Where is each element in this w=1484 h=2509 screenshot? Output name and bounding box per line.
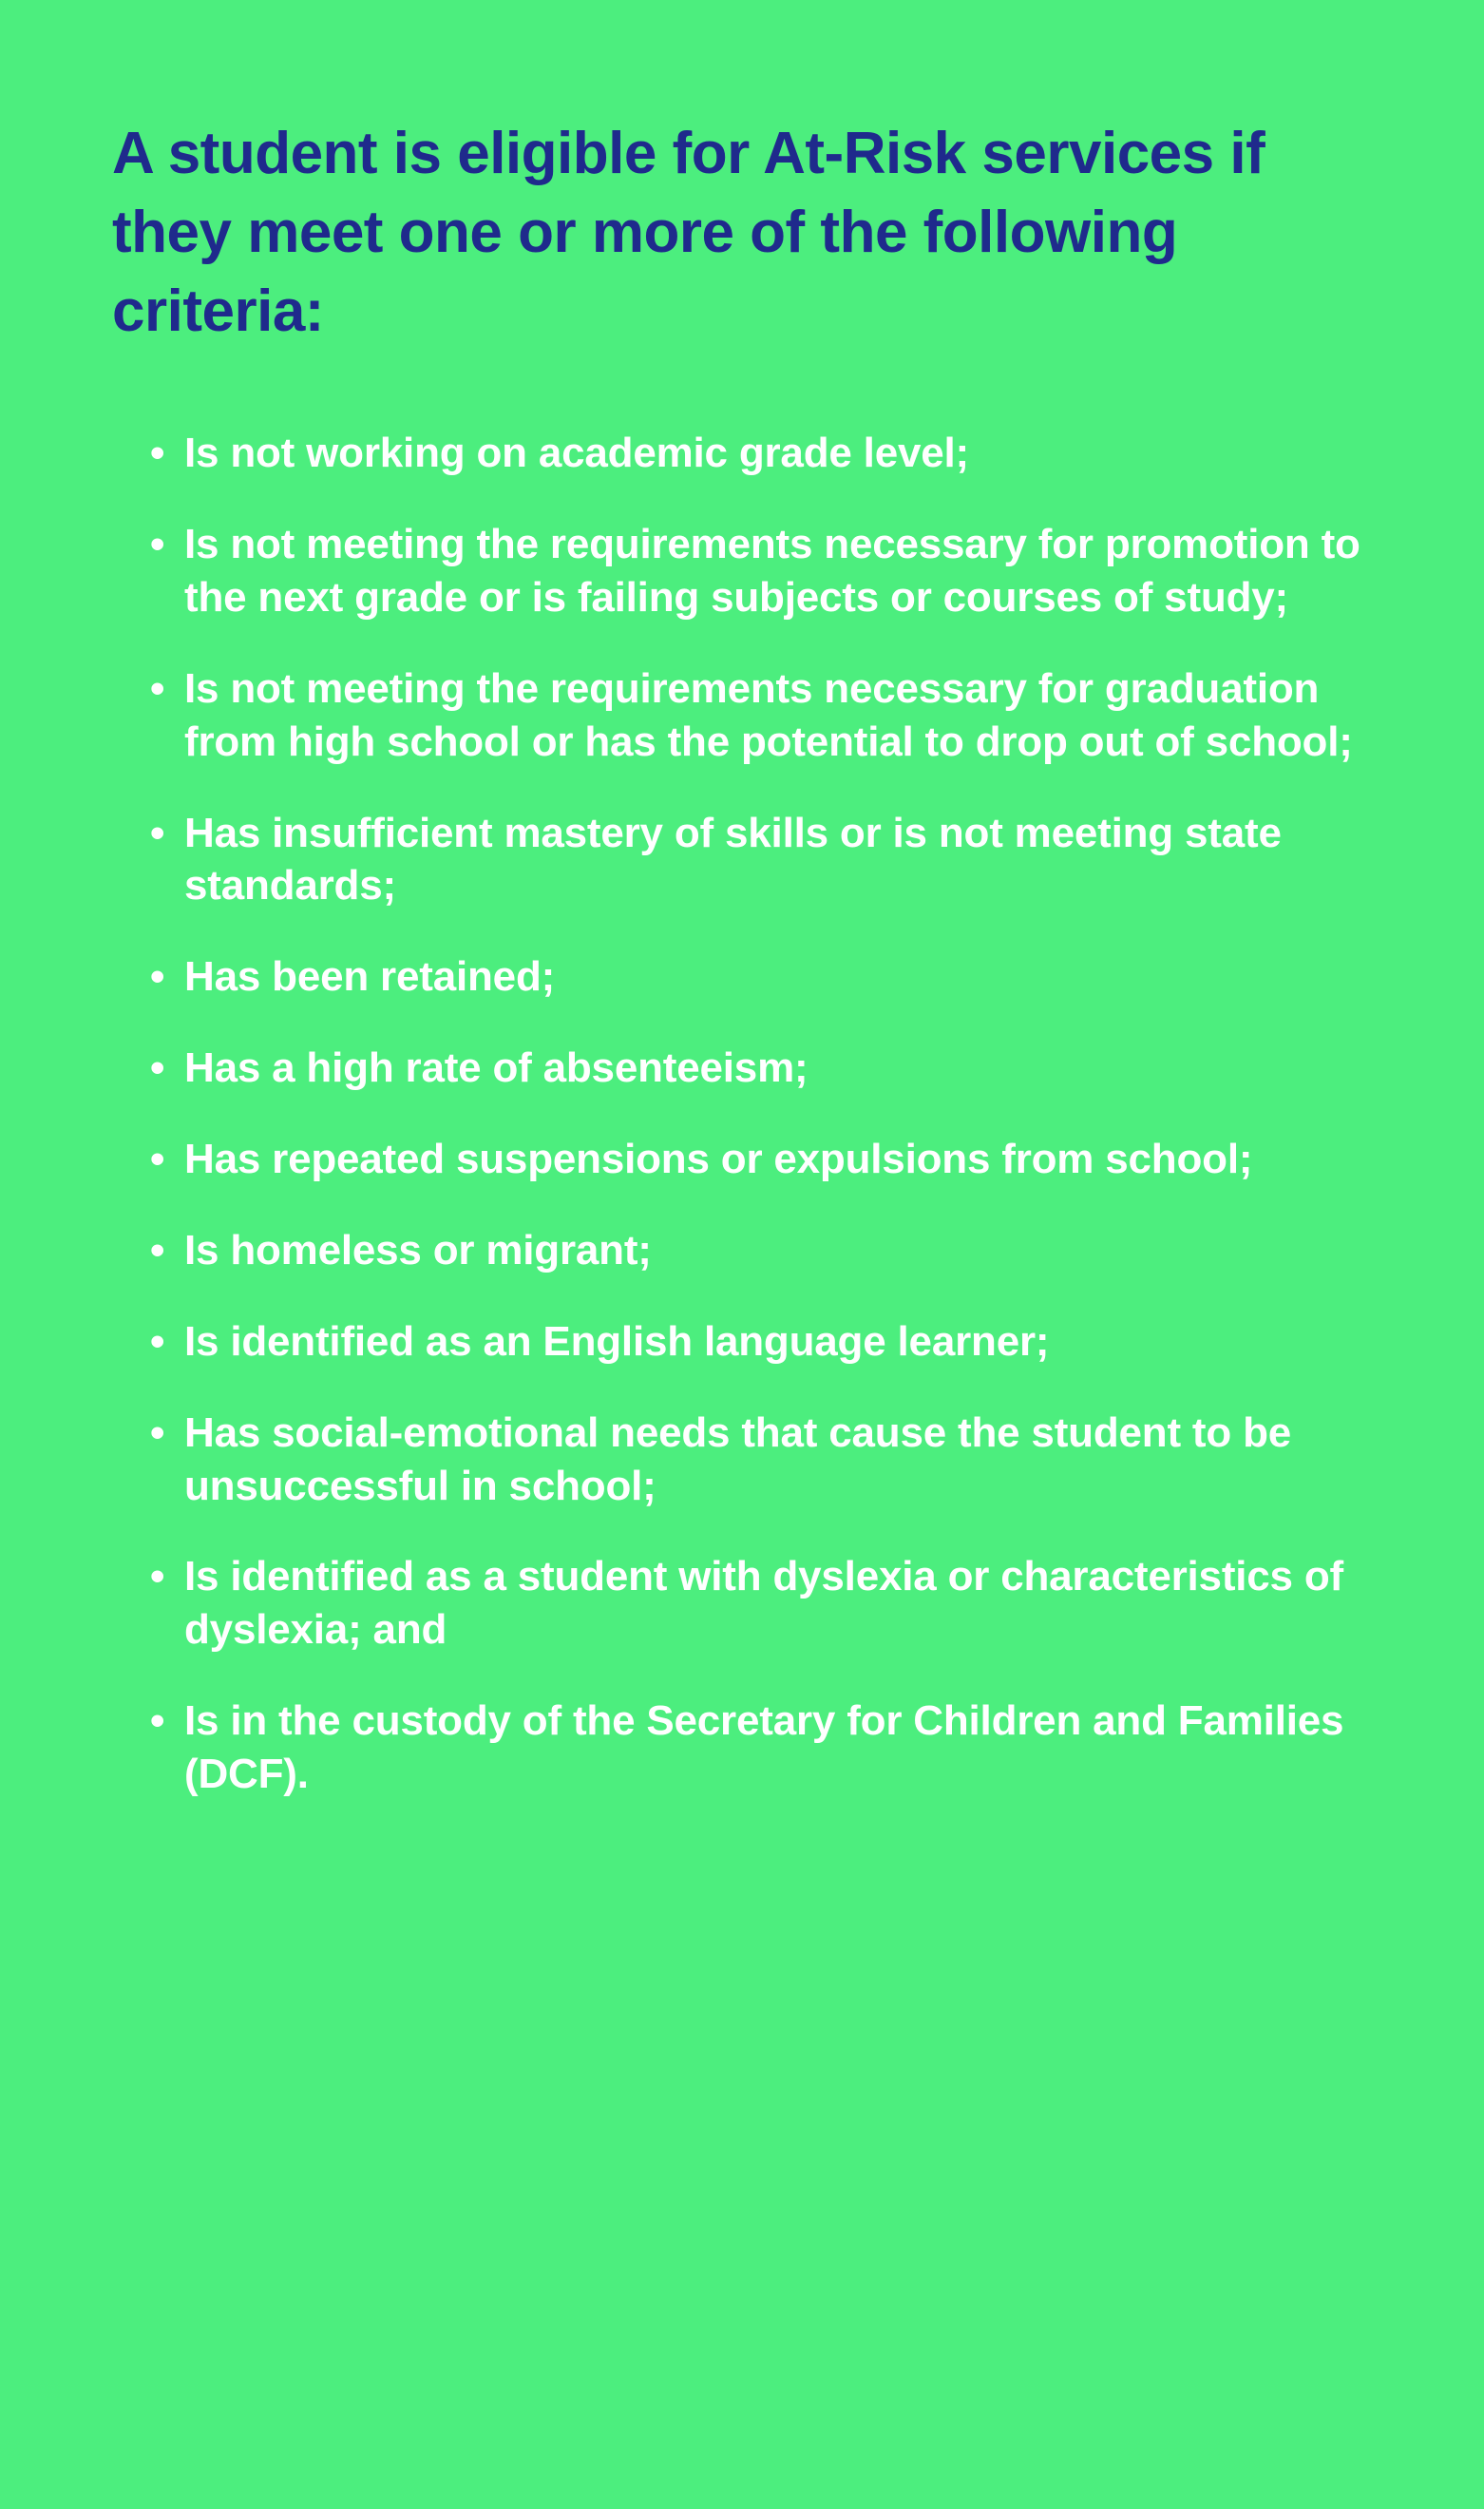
list-item xyxy=(112,1133,1379,1186)
list-item xyxy=(112,427,1379,480)
list-item-label: Is not working on academic grade level; xyxy=(184,430,969,477)
list-item xyxy=(112,1042,1379,1095)
bullet-icon: • xyxy=(150,430,165,477)
list-item-label: Is not meeting the requirements necessary for graduation from high school or has the potential to drop out of school; xyxy=(184,664,1353,765)
list-item-label: Is identified as a student with dyslexia or characteristics of dyslexia; and xyxy=(184,1553,1343,1654)
list-item-label: Has repeated suspensions or expulsions from school; xyxy=(184,1136,1253,1183)
list-item-label: Has a high rate of absenteeism; xyxy=(184,1044,809,1092)
list-item-label: Is homeless or migrant; xyxy=(184,1226,652,1274)
bullet-icon: • xyxy=(150,1697,165,1745)
list-item xyxy=(112,1407,1379,1513)
bullet-icon: • xyxy=(150,1044,165,1092)
list-item xyxy=(112,1550,1379,1657)
bullet-icon: • xyxy=(150,521,165,568)
list-item-label: Has been retained; xyxy=(184,953,556,1001)
list-item xyxy=(112,662,1379,769)
list-item-label: Has insufficient mastery of skills or is not meeting state standards; xyxy=(184,809,1282,910)
list-item xyxy=(112,518,1379,624)
bullet-icon: • xyxy=(150,1553,165,1600)
bullet-icon: • xyxy=(150,1317,165,1365)
criteria-list xyxy=(112,427,1379,1801)
list-item xyxy=(112,1315,1379,1369)
list-item xyxy=(112,807,1379,913)
bullet-icon: • xyxy=(150,1136,165,1183)
list-item-label: Is not meeting the requirements necessary for promotion to the next grade or is failing subjects or courses of study; xyxy=(184,521,1360,621)
bullet-icon: • xyxy=(150,1408,165,1456)
bullet-icon: • xyxy=(150,809,165,856)
list-item-label: Is in the custody of the Secretary for Children and Families (DCF). xyxy=(184,1697,1344,1798)
bullet-icon: • xyxy=(150,953,165,1001)
bullet-icon: • xyxy=(150,664,165,712)
page-title: A student is eligible for At-Risk services if they meet one or more of the following criteria: xyxy=(112,121,1265,345)
list-item-label: Has social-emotional needs that cause the student to be unsuccessful in school; xyxy=(184,1408,1292,1509)
list-item xyxy=(112,1695,1379,1801)
list-item-label: Is identified as an English language learner; xyxy=(184,1317,1050,1365)
bullet-icon: • xyxy=(150,1226,165,1274)
list-item xyxy=(112,950,1379,1004)
list-item xyxy=(112,1224,1379,1277)
